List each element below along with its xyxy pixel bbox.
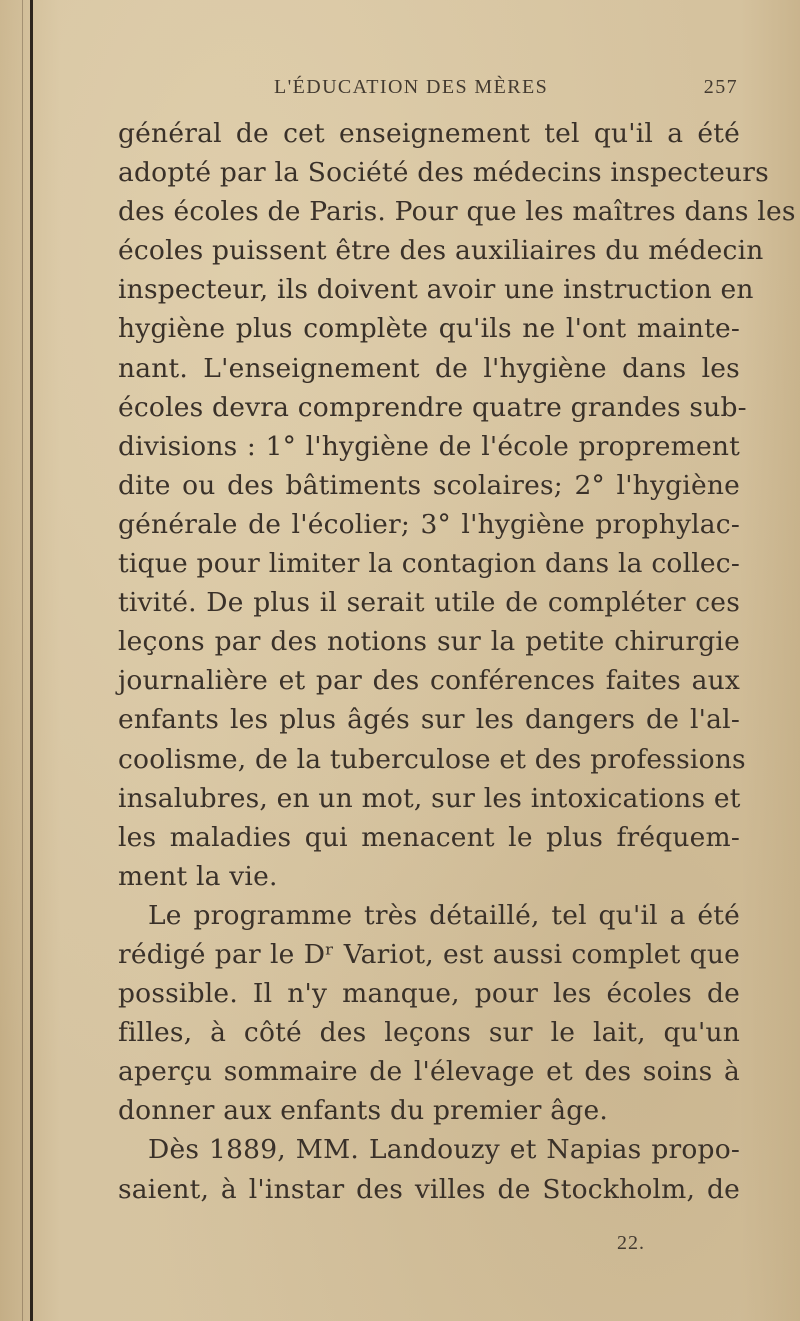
text-line: Le programme très détaillé, tel qu'il a été [148, 899, 740, 931]
signature-mark: 22. [617, 1232, 645, 1254]
book-page [118, 72, 796, 1209]
page-header [118, 72, 740, 112]
text-line: Dès 1889, MM. Landouzy et Napias propo- [148, 1134, 740, 1166]
text-line: coolisme, de la tuberculose et des professions [118, 743, 746, 775]
text-line: possible. Il n'y manque, pour les écoles de [118, 978, 740, 1010]
text-line: aperçu sommaire de l'élevage et des soins à [118, 1056, 740, 1088]
text-line: enfants les plus âgés sur les dangers de l'al- [118, 704, 740, 736]
text-line: des écoles de Paris. Pour que les maîtres dans les [118, 196, 796, 228]
text-line: adopté par la Société des médecins inspecteurs [118, 157, 769, 189]
binding-edge [30, 0, 33, 1321]
text-line: général de cet enseignement tel qu'il a été [118, 118, 740, 149]
text-line: tique pour limiter la contagion dans la collec- [118, 548, 740, 580]
text-line: rédigé par le Dʳ Variot, est aussi complet que [118, 938, 740, 970]
text-line: filles, à côté des leçons sur le lait, qu'un [118, 1017, 740, 1049]
text-line: divisions : 1° l'hygiène de l'école proprement [118, 430, 740, 462]
body-text [118, 114, 796, 1209]
page-number: 257 [703, 76, 738, 98]
text-line: écoles devra comprendre quatre grandes sub- [118, 391, 747, 423]
running-title: L'ÉDUCATION DES MÈRES [274, 76, 549, 98]
text-line: leçons par des notions sur la petite chirurgie [118, 626, 740, 658]
text-line: les maladies qui menacent le plus fréquem- [118, 821, 740, 853]
text-line: dite ou des bâtiments scolaires; 2° l'hygiène [118, 469, 740, 501]
text-line: générale de l'écolier; 3° l'hygiène prophylac- [118, 508, 740, 540]
text-line: tivité. De plus il serait utile de compléter ces [118, 587, 740, 619]
text-line: saient, à l'instar des villes de Stockholm, de [118, 1173, 740, 1205]
text-line: écoles puissent être des auxiliaires du médecin [118, 235, 764, 267]
text-line: journalière et par des conférences faites aux [118, 665, 740, 697]
text-line: inspecteur, ils doivent avoir une instruction en [118, 274, 754, 306]
text-line: hygiène plus complète qu'ils ne l'ont mainte- [118, 313, 740, 345]
text-line: ment la vie. [118, 860, 278, 892]
text-line: nant. L'enseignement de l'hygiène dans les [118, 352, 740, 384]
page-edge-shadow [22, 0, 23, 1321]
text-line: donner aux enfants du premier âge. [118, 1095, 608, 1127]
text-line: insalubres, en un mot, sur les intoxications et [118, 782, 741, 814]
